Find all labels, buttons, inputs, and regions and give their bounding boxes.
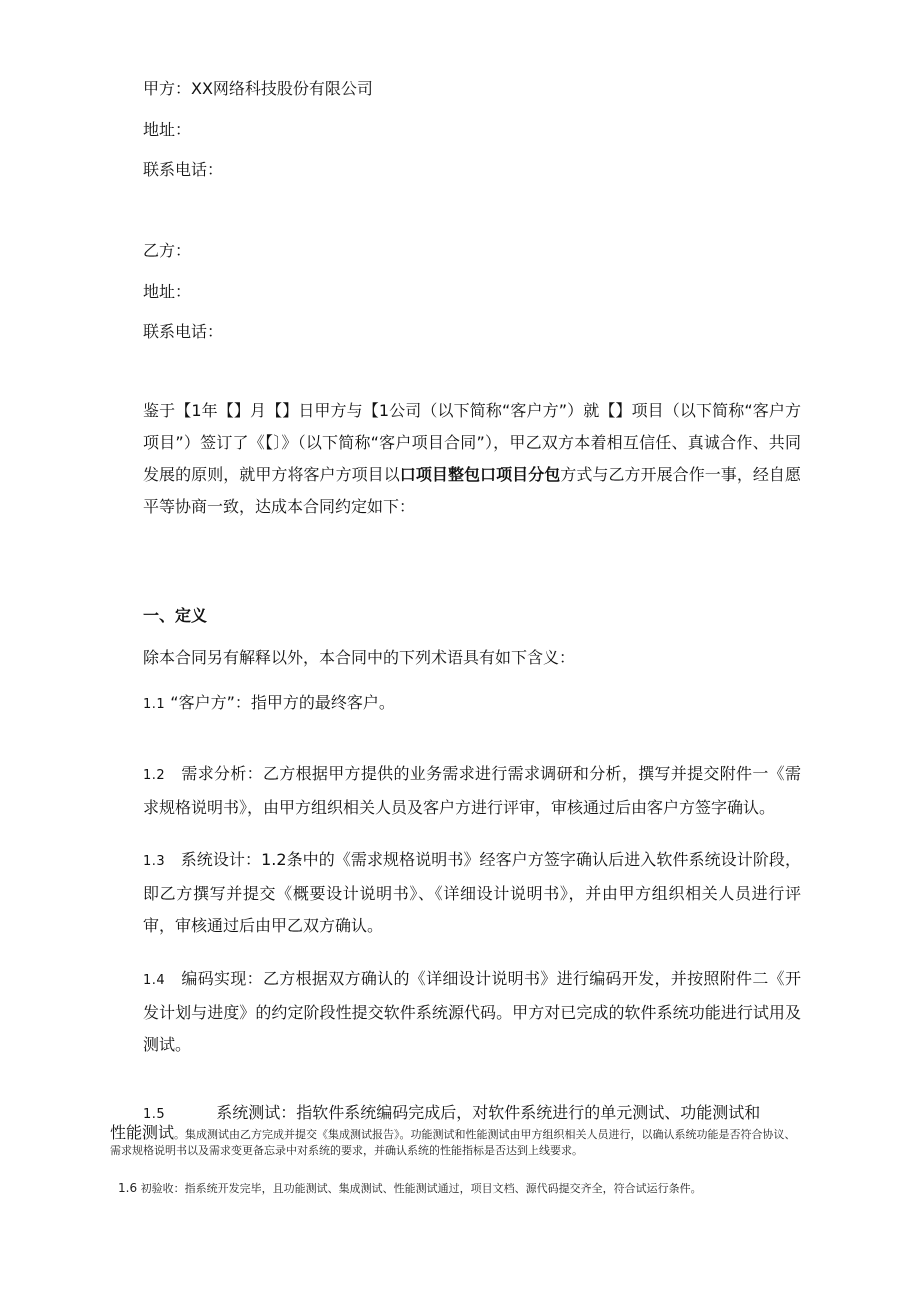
clause-1-2 xyxy=(143,758,801,824)
party-a-address: 地址： xyxy=(143,120,192,139)
section-1-title: 一、定义 xyxy=(143,606,208,625)
clause-1-4 xyxy=(143,963,801,1061)
section-1-intro: 除本合同另有解释以外，本合同中的下列术语具有如下含义： xyxy=(143,648,576,667)
clause-text: 系统设计：1.2条中的《需求规格说明书》经客户方签字确认后进入软件系统设计阶段，即乙方撰写并提交《概要设计说明书》、《详细设计说明书》，并由甲方组织相关人员进行评审，审核通过后由甲乙双方确认。 xyxy=(143,850,801,935)
preamble-paragraph xyxy=(143,395,801,523)
party-b-name: 乙方： xyxy=(143,241,192,260)
clause-1-6 xyxy=(118,1180,808,1197)
clause-text: 系统测试：指软件系统编码完成后，对软件系统进行的单元测试、功能测试和 xyxy=(216,1103,761,1122)
clause-number: 1.5 xyxy=(143,1107,166,1122)
clause-number: 1.6 xyxy=(118,1181,138,1195)
clause-1-5-body xyxy=(110,1124,800,1159)
party-b-phone: 联系电话： xyxy=(143,322,224,341)
clause-text-small: 。集成测试由乙方完成并提交《集成测试报告》。功能测试和性能测试由甲方组织相关人员进行，以确认系统功能是否符合协议、需求规格说明书以及需求变更备忘录中对系统的要求，并确认系统的性能指标是否达到上线要求。 xyxy=(110,1128,796,1157)
clause-number: 1.3 xyxy=(143,854,166,869)
clause-1-3 xyxy=(143,844,801,942)
clause-1-1 xyxy=(143,694,395,714)
party-b-address: 地址： xyxy=(143,282,192,301)
clause-number: 1.1 xyxy=(143,697,166,712)
preamble-text-1: 鉴于【1年【】月【】日甲方与【1公司（以下简称“客户方”）就【】项目（以下简称“客户方项目”）签订了《【〕》（以下简称“客户项目合同”），甲乙双方本着相互信任、真诚合作、共同发展的原则，就甲方将客户方项目以 xyxy=(143,401,801,484)
preamble-cooperation-mode: 口项目整包口项目分包 xyxy=(399,465,561,484)
clause-text: 需求分析：乙方根据甲方提供的业务需求进行需求调研和分析，撰写并提交附件一《需求规格说明书》，由甲方组织相关人员及客户方进行评审，审核通过后由客户方签字确认。 xyxy=(143,764,801,817)
clause-text: 编码实现：乙方根据双方确认的《详细设计说明书》进行编码开发，并按照附件二《开发计划与进度》的约定阶段性提交软件系统源代码。甲方对已完成的软件系统功能进行试用及测试。 xyxy=(143,969,801,1054)
party-a-phone: 联系电话： xyxy=(143,160,224,179)
clause-number: 1.4 xyxy=(143,973,166,988)
clause-text: 初验收：指系统开发完毕，且功能测试、集成测试、性能测试通过，项目文档、源代码提交齐全，符合试运行条件。 xyxy=(140,1182,702,1195)
preamble-text-2: 方式与乙方开展合作一事，经自愿平等协商一致，达成本合同约定如下： xyxy=(143,465,801,516)
clause-number: 1.2 xyxy=(143,768,166,783)
clause-text: “客户方”：指甲方的最终客户。 xyxy=(170,693,395,712)
party-a-name: 甲方：XX网络科技股份有限公司 xyxy=(143,79,373,98)
clause-1-5-line-1 xyxy=(143,1104,760,1124)
clause-text-large: 性能测试 xyxy=(110,1123,175,1142)
